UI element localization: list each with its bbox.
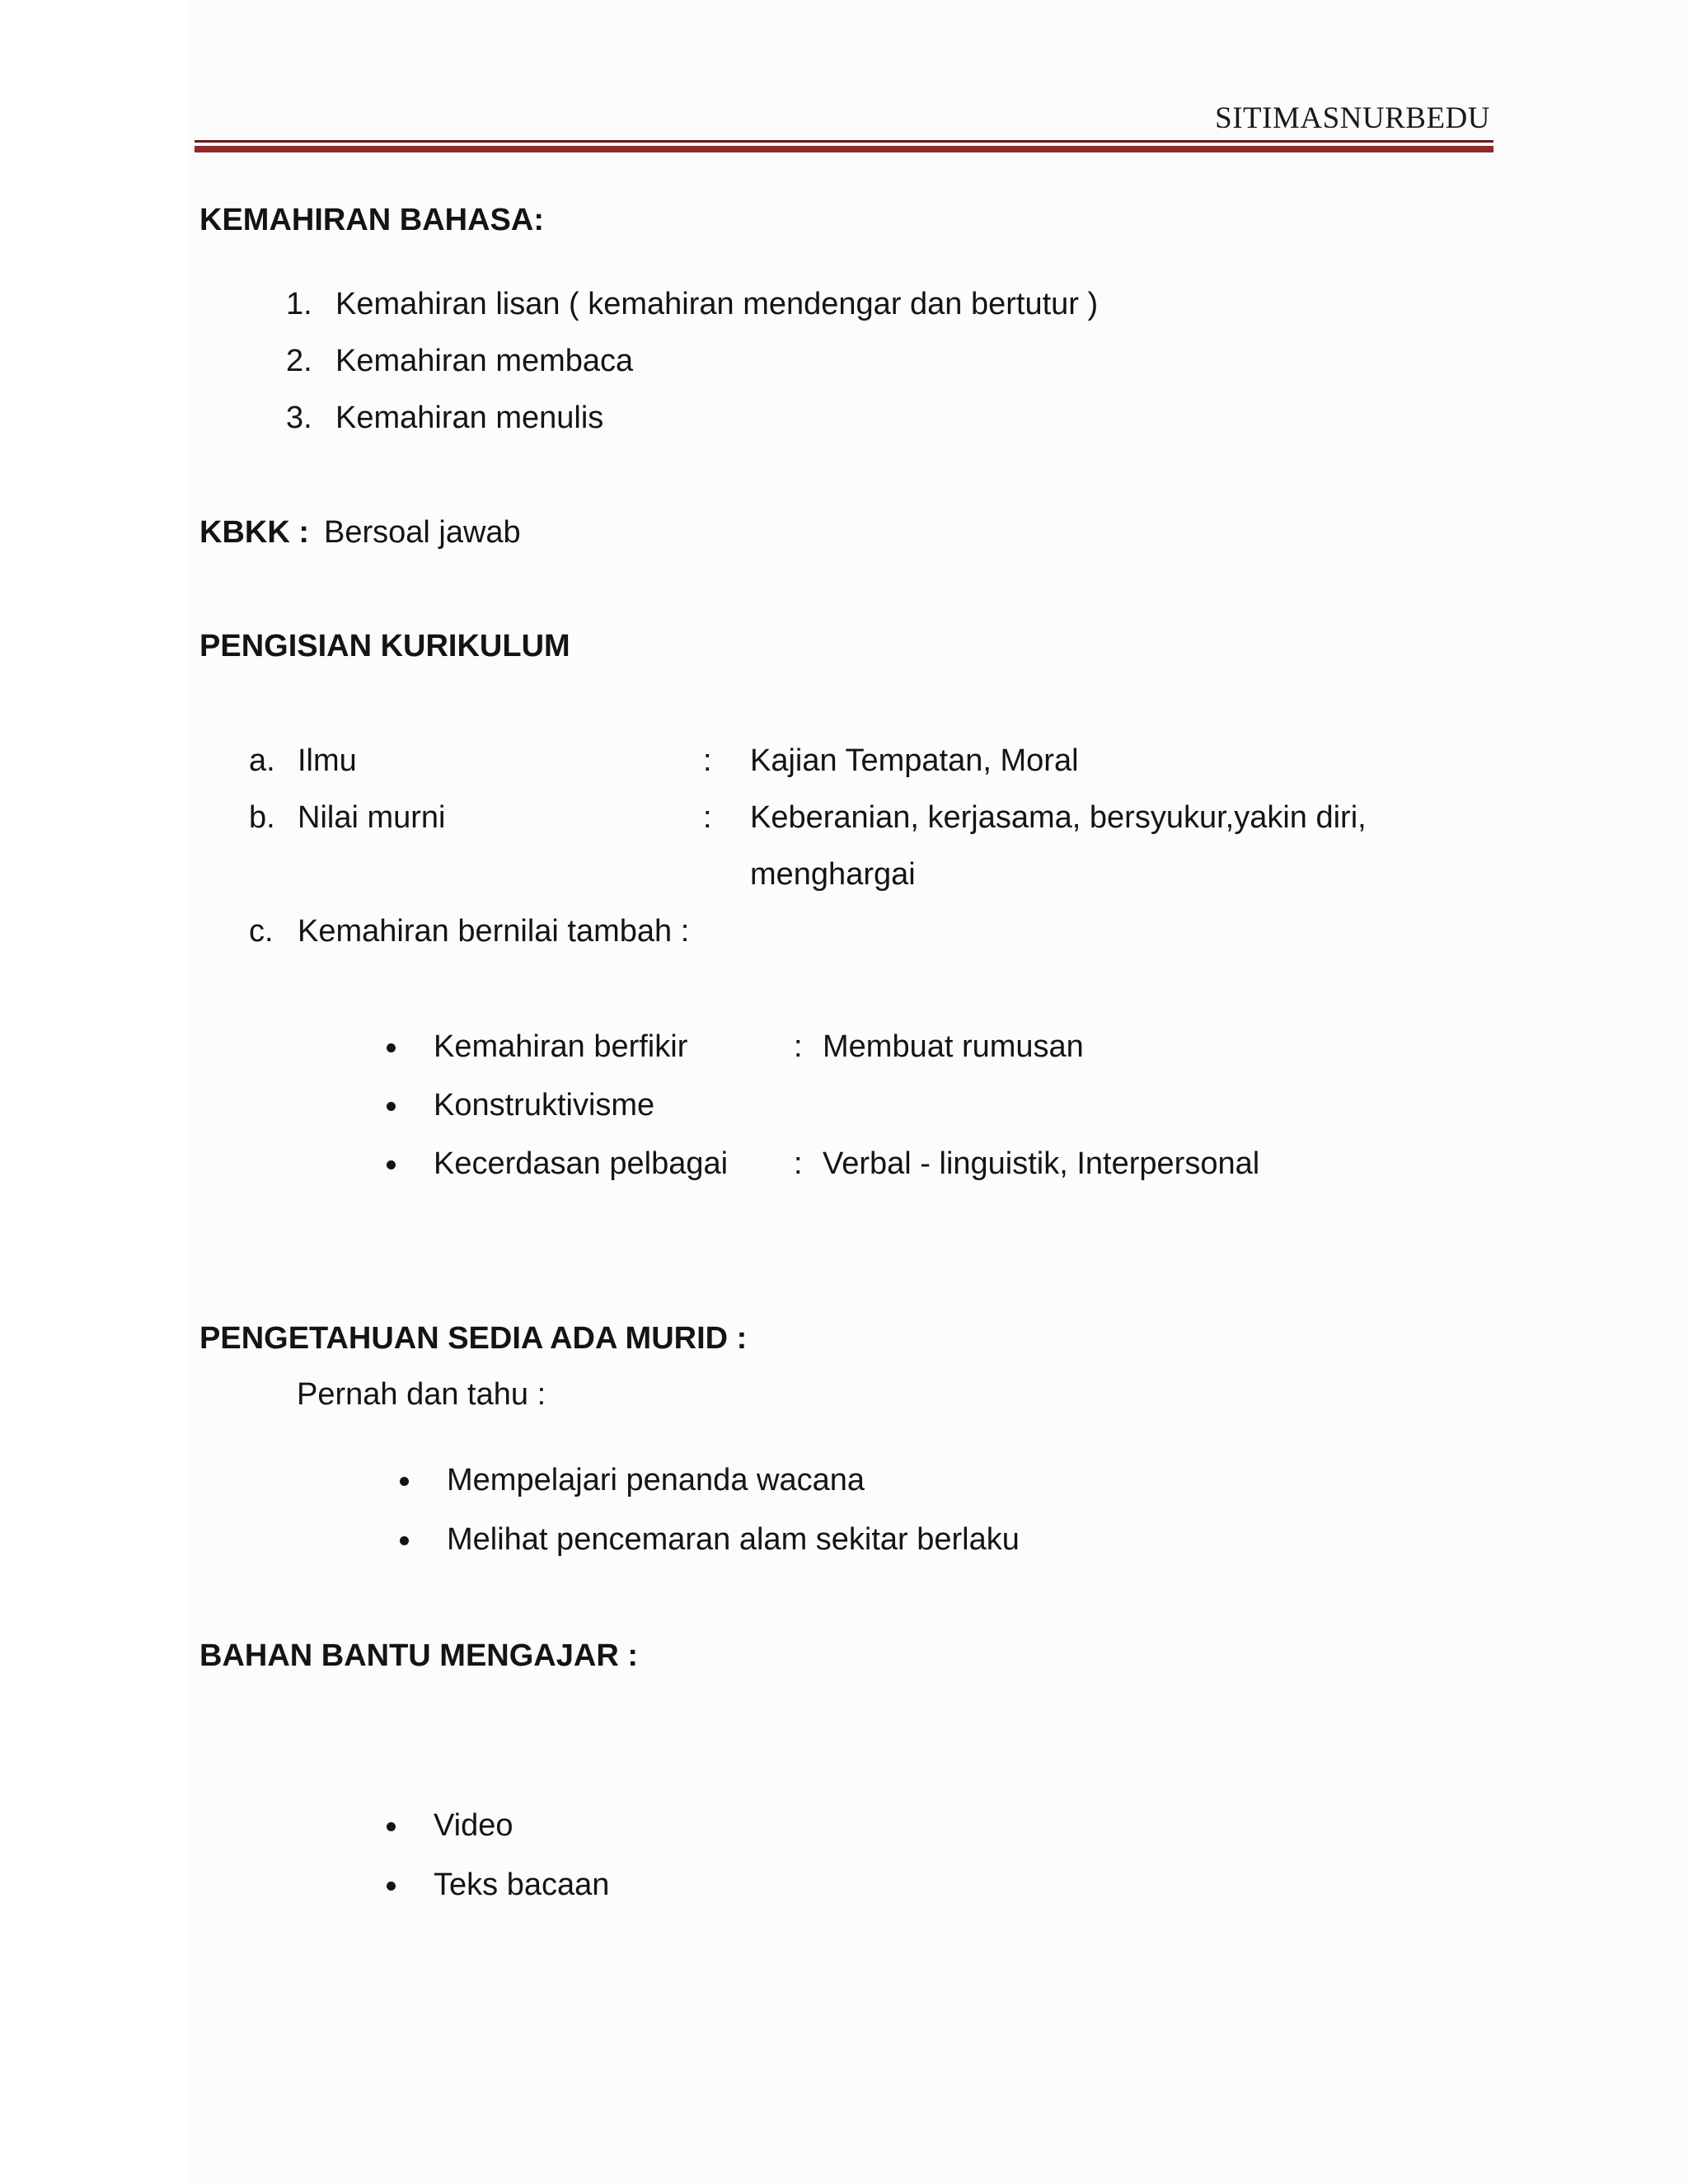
bullet-icon: [387, 1160, 396, 1169]
bullet-icon: [387, 1102, 396, 1111]
list-item-number: 3.: [286, 401, 312, 435]
pengetahuan-item: Mempelajari penanda wacana: [447, 1463, 865, 1497]
list-item-value: Kajian Tempatan, Moral: [750, 743, 1079, 778]
page-body: [190, 0, 1688, 2184]
bullet-icon: [400, 1477, 409, 1486]
list-item-number: 1.: [286, 287, 312, 321]
bullet-icon: [400, 1536, 409, 1545]
pengisian-heading: PENGISIAN KURIKULUM: [199, 629, 570, 663]
bahan-heading: BAHAN BANTU MENGAJAR :: [199, 1638, 638, 1673]
list-item-number: 2.: [286, 344, 312, 378]
sub-item-label: Kecerdasan pelbagai: [434, 1146, 729, 1181]
list-item-text: Kemahiran menulis: [335, 401, 604, 435]
list-item-value-continued: menghargai: [750, 857, 916, 892]
header-rule-thin: [195, 140, 1493, 143]
kbkk-value: Bersoal jawab: [324, 515, 521, 550]
list-item-text: Kemahiran lisan ( kemahiran mendengar dan bertutur ): [335, 287, 1099, 321]
kbkk-label: KBKK :: [199, 515, 309, 550]
sub-item-label: Konstruktivisme: [434, 1088, 655, 1122]
bullet-icon: [387, 1882, 396, 1891]
list-item-letter: c.: [249, 914, 274, 949]
list-item-colon: :: [703, 743, 712, 778]
list-item-text: Kemahiran membaca: [335, 344, 634, 378]
kemahiran-bahasa-heading: KEMAHIRAN BAHASA:: [199, 203, 544, 237]
list-item-label: Kemahiran bernilai tambah :: [298, 914, 690, 949]
list-item-label: Ilmu: [298, 743, 357, 778]
page-margin: [0, 0, 190, 2184]
header-label: SITIMASNURBEDU: [1215, 101, 1490, 135]
bahan-item: Video: [434, 1808, 513, 1843]
sub-item-colon: :: [794, 1029, 803, 1064]
pengetahuan-heading: PENGETAHUAN SEDIA ADA MURID :: [199, 1321, 748, 1356]
sub-item-value: Membuat rumusan: [823, 1029, 1084, 1064]
header-rule-thick: [195, 146, 1493, 152]
list-item-label: Nilai murni: [298, 800, 446, 835]
bullet-icon: [387, 1822, 396, 1831]
list-item-letter: a.: [249, 743, 275, 778]
sub-item-colon: :: [794, 1146, 803, 1181]
list-item-value: Keberanian, kerjasama, bersyukur,yakin diri,: [750, 800, 1367, 835]
pengetahuan-item: Melihat pencemaran alam sekitar berlaku: [447, 1522, 1020, 1557]
list-item-letter: b.: [249, 800, 275, 835]
bullet-icon: [387, 1043, 396, 1052]
sub-item-value: Verbal - linguistik, Interpersonal: [823, 1146, 1260, 1181]
bahan-item: Teks bacaan: [434, 1868, 610, 1902]
list-item-colon: :: [703, 800, 712, 835]
pengetahuan-intro: Pernah dan tahu :: [297, 1377, 546, 1412]
sub-item-label: Kemahiran berfikir: [434, 1029, 688, 1064]
